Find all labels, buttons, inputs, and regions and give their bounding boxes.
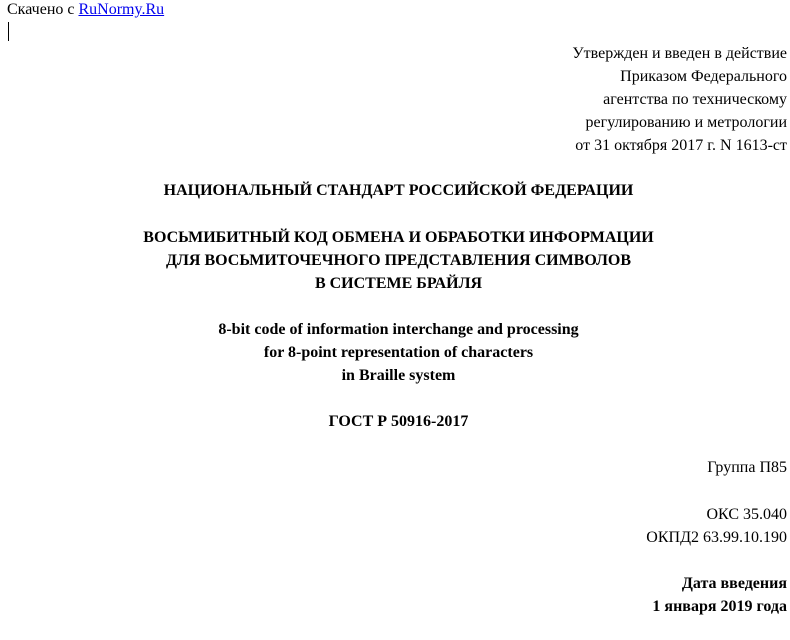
approval-line: регулированию и метрологии — [585, 114, 787, 131]
russian-title-line: ДЛЯ ВОСЬМИТОЧЕЧНОГО ПРЕДСТАВЛЕНИЯ СИМВОЛОВ — [165, 252, 632, 269]
approval-block — [387, 42, 787, 157]
approval-line: Приказом Федерального — [620, 68, 787, 85]
gost-number — [0, 410, 790, 433]
russian-title — [0, 226, 790, 295]
group-code: Группа П85 — [707, 459, 787, 476]
national-standard-title — [0, 179, 790, 202]
gost-number-text: ГОСТ Р 50916-2017 — [328, 413, 469, 430]
classification-codes — [387, 503, 787, 549]
russian-title-line: В СИСТЕМЕ БРАЙЛЯ — [314, 275, 483, 292]
group-block — [387, 456, 787, 479]
english-title-line: 8-bit code of information interchange and processing — [218, 321, 579, 338]
russian-title-line: ВОСЬМИБИТНЫЙ КОД ОБМЕНА И ОБРАБОТКИ ИНФОРМАЦИИ — [143, 229, 654, 246]
approval-line: Утвержден и введен в действие — [572, 45, 787, 62]
english-title — [0, 318, 790, 387]
introduction-label: Дата введения — [681, 575, 787, 592]
okpd2-code: ОКПД2 63.99.10.190 — [646, 529, 787, 546]
oks-code: ОКС 35.040 — [706, 506, 787, 523]
english-title-line: in Braille system — [341, 367, 456, 384]
site-link[interactable]: RuNormy.Ru — [78, 1, 165, 18]
introduction-date-block — [387, 572, 787, 618]
text-cursor — [8, 22, 9, 41]
english-title-line: for 8-point representation of characters — [263, 344, 534, 361]
national-standard-title-text: НАЦИОНАЛЬНЫЙ СТАНДАРТ РОССИЙСКОЙ ФЕДЕРАЦИИ — [163, 182, 634, 199]
approval-line: агентства по техническому — [603, 91, 787, 108]
introduction-date: 1 января 2019 года — [652, 598, 787, 615]
download-source-line — [7, 0, 164, 21]
approval-line: от 31 октября 2017 г. N 1613-ст — [575, 137, 787, 154]
downloaded-prefix: Скачено с — [7, 1, 75, 18]
